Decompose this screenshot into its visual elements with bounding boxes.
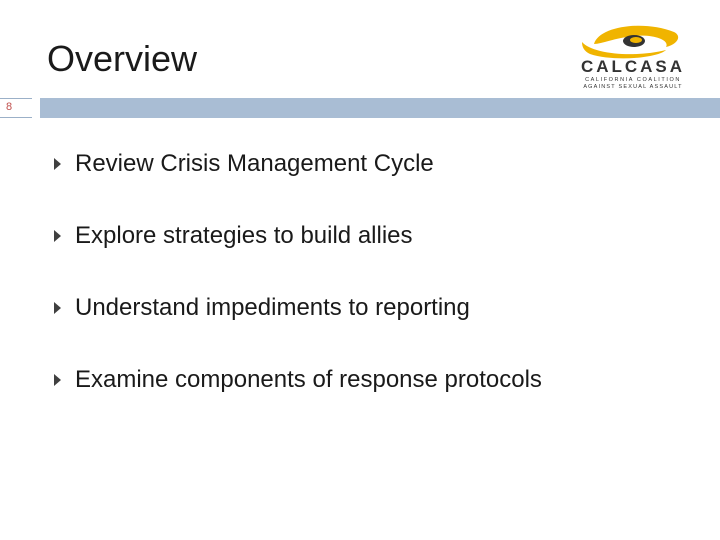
- bullet-text: Review Crisis Management Cycle: [75, 150, 434, 177]
- title-divider-bar: [40, 98, 720, 118]
- bullet-item: [42, 356, 542, 404]
- triangle-right-icon: [54, 302, 61, 314]
- svg-text:CALIFORNIA COALITION: CALIFORNIA COALITION: [585, 77, 681, 83]
- svg-text:AGAINST SEXUAL ASSAULT: AGAINST SEXUAL ASSAULT: [583, 84, 683, 90]
- bullet-item: [42, 284, 542, 332]
- triangle-right-icon: [54, 230, 61, 242]
- svg-text:CALCASA: CALCASA: [580, 57, 686, 76]
- bullet-item: [42, 140, 542, 188]
- bullet-item: [42, 212, 542, 260]
- calcasa-logo: [574, 14, 692, 92]
- triangle-right-icon: [54, 158, 61, 170]
- triangle-right-icon: [54, 374, 61, 386]
- slide-title: Overview: [47, 38, 198, 79]
- bullet-text: Examine components of response protocols: [75, 366, 542, 393]
- slide-number-box: [0, 98, 32, 118]
- bullet-list: [42, 140, 542, 428]
- calcasa-logo-mark: [574, 14, 692, 92]
- slide-number: 8: [6, 101, 13, 113]
- bullet-text: Understand impediments to reporting: [75, 294, 470, 321]
- bullet-text: Explore strategies to build allies: [75, 222, 413, 249]
